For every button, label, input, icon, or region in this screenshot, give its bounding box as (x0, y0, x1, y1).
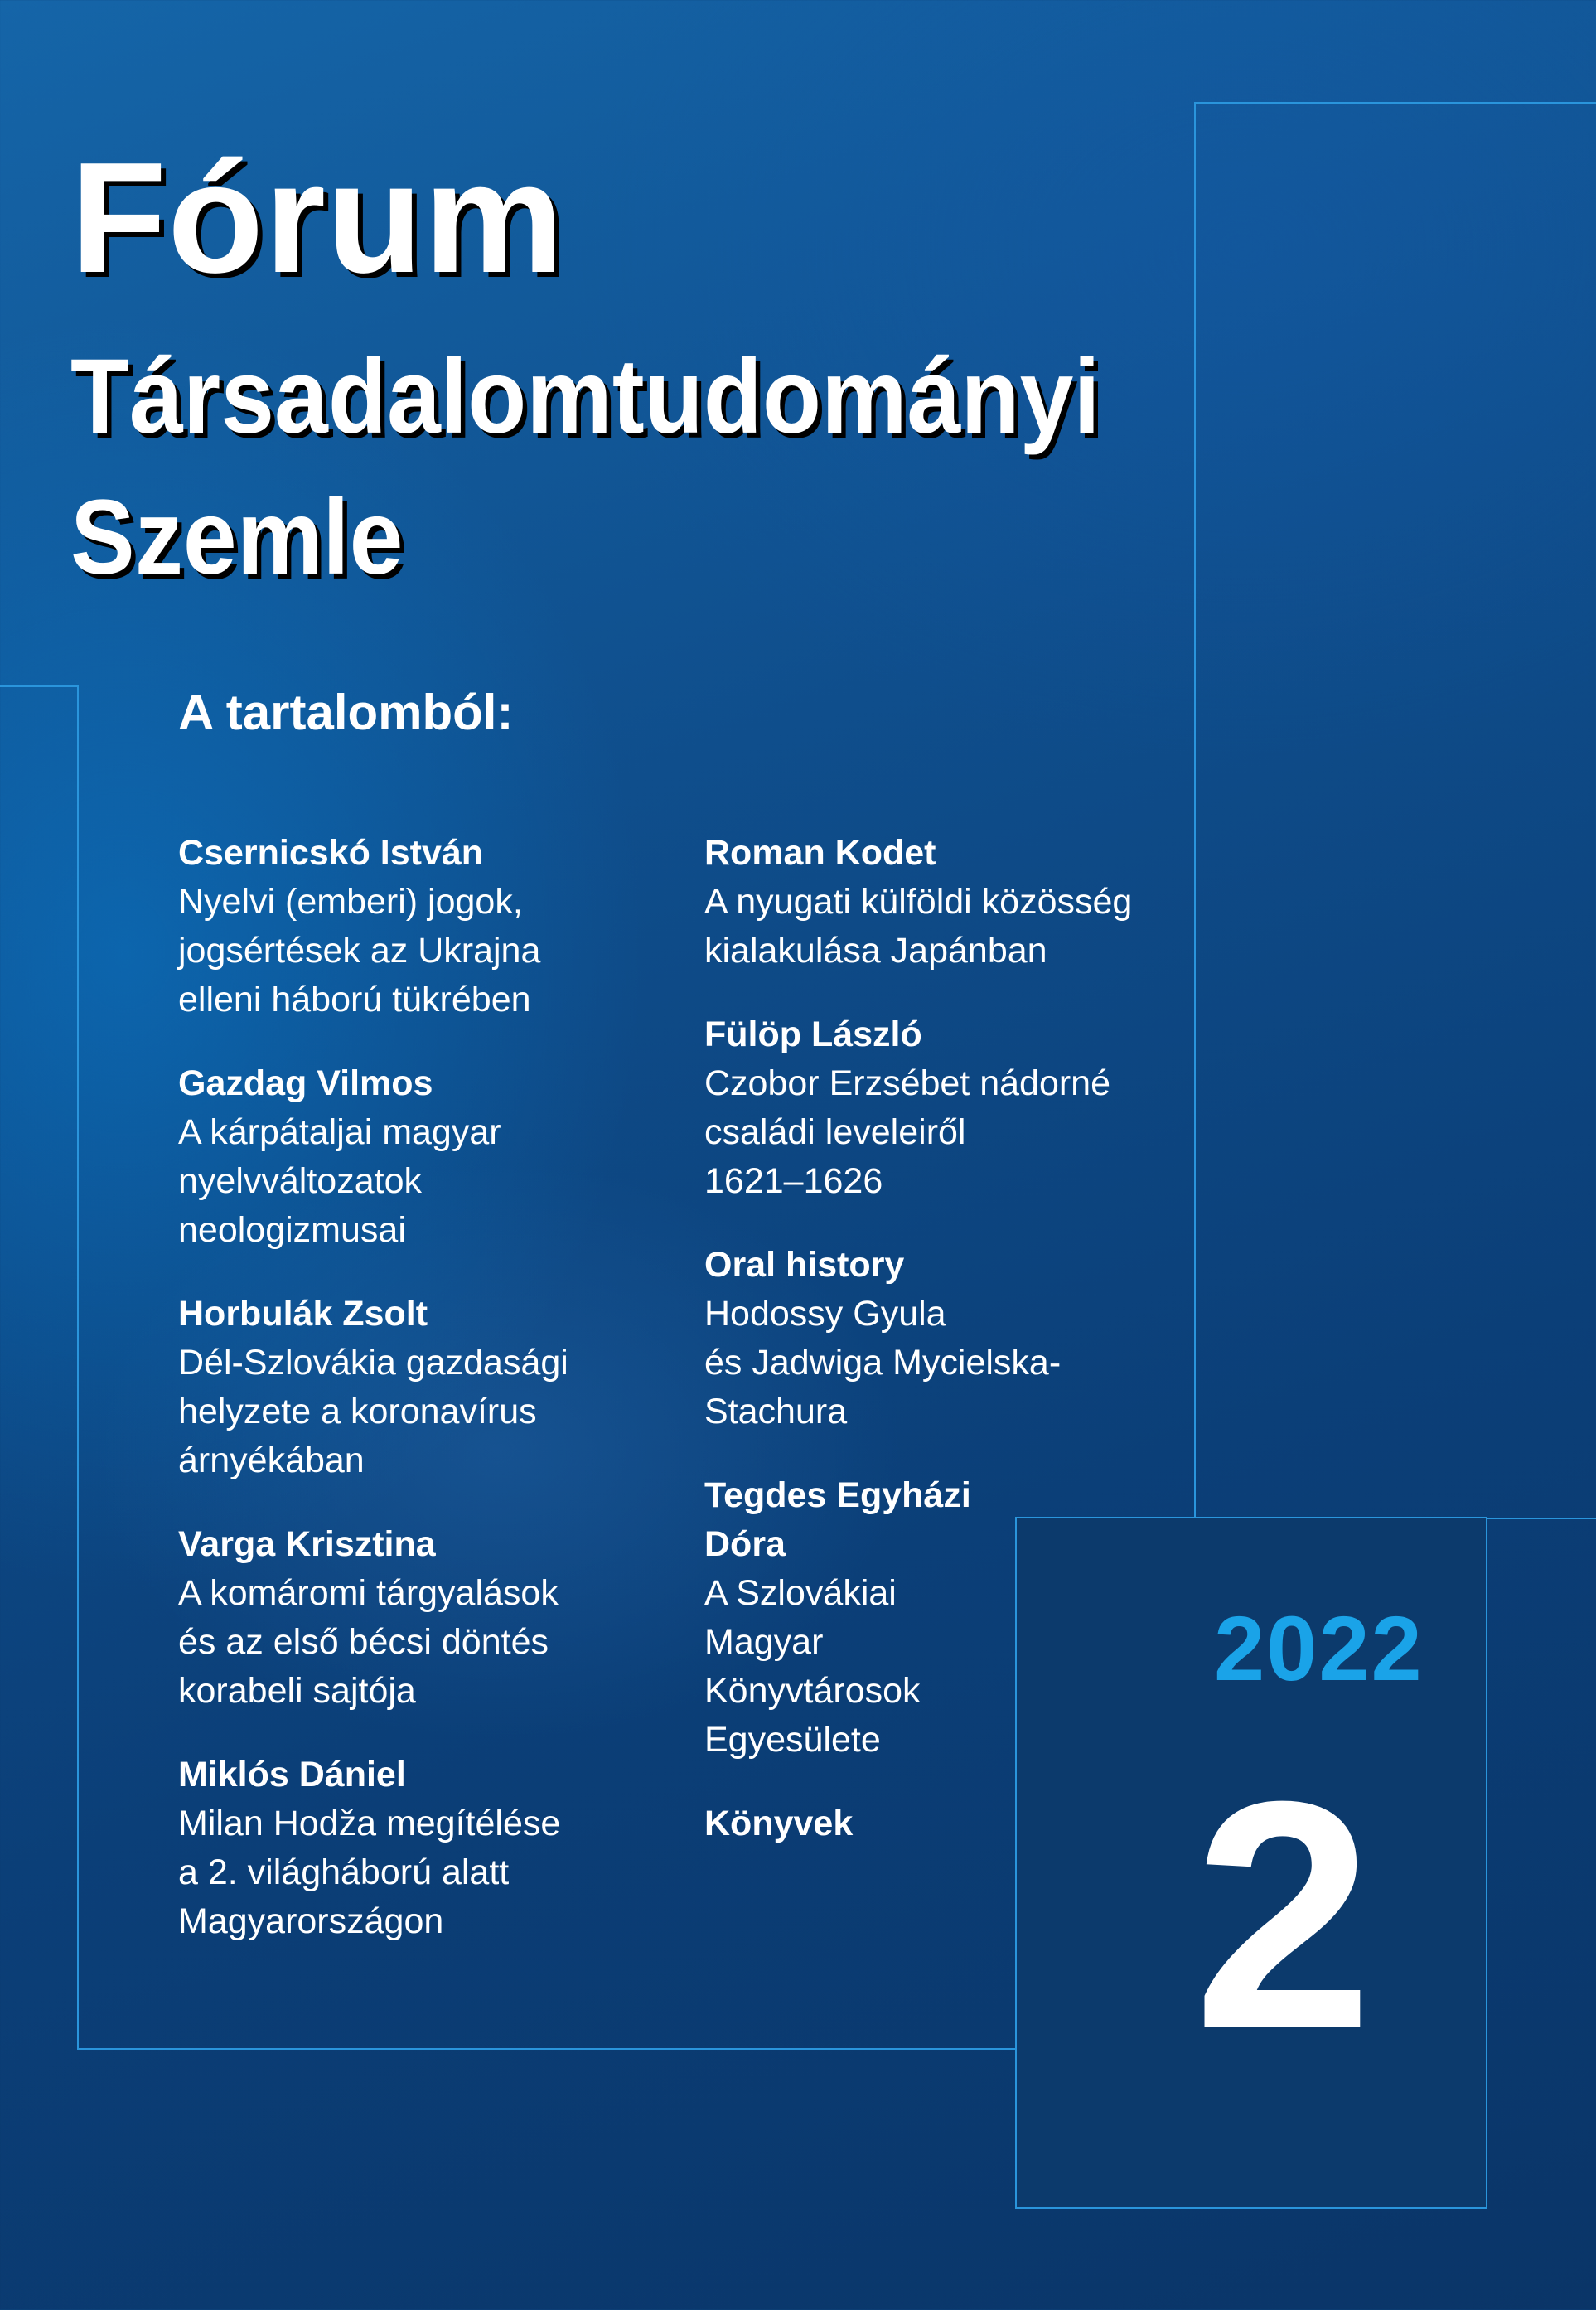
frame-bottom-line (77, 2048, 1017, 2050)
journal-title: Fórum (70, 130, 565, 306)
entry-title: Nyelvi (emberi) jogok, jogsértések az Ukrajna elleni háború tükrében (178, 882, 541, 1019)
contents-entry (704, 1799, 1168, 1848)
entry-title: A kárpátaljai magyar nyelvváltozatok neologizmusai (178, 1112, 501, 1250)
entry-author: Varga Krisztina (178, 1524, 436, 1564)
entry-title: Hodossy Gyula és Jadwiga Mycielska- Stachura (704, 1294, 1062, 1431)
entry-title: Dél-Szlovákia gazdasági helyzete a koronavírus árnyékában (178, 1343, 568, 1480)
issue-number: 2 (1193, 1734, 1373, 2095)
entry-title: A nyugati külföldi közösség kialakulása Japánban (704, 882, 1133, 971)
contents-entry (178, 829, 675, 1024)
contents-entry (704, 829, 1168, 976)
entry-title: Milan Hodža megítélése a 2. világháború alatt Magyarországon (178, 1804, 561, 1941)
contents-entry (178, 1290, 675, 1485)
entry-author: Roman Kodet (704, 833, 936, 873)
contents-entry (178, 1520, 675, 1716)
journal-subtitle-line2: Szemle (70, 478, 404, 597)
frame-left (0, 685, 79, 2050)
entry-author: Horbulák Zsolt (178, 1294, 428, 1334)
contents-entry (704, 1010, 1168, 1206)
entry-author: Miklós Dániel (178, 1755, 406, 1794)
issue-year: 2022 (1214, 1598, 1424, 1700)
contents-entry (704, 1241, 1168, 1436)
entry-author: Gazdag Vilmos (178, 1063, 433, 1103)
entry-author: Csernicskó István (178, 833, 484, 873)
entry-author: Könyvek (704, 1804, 854, 1843)
frame-top-right (1194, 102, 1596, 1519)
entry-title: A komáromi tárgyalások és az első bécsi döntés korabeli sajtója (178, 1573, 559, 1711)
entry-author: Tegdes Egyházi Dóra (704, 1475, 971, 1564)
entry-title: A Szlovákiai Magyar Könyvtárosok Egyesülete (704, 1573, 921, 1760)
contents-entry (178, 1059, 675, 1255)
entry-author: Oral history (704, 1245, 905, 1285)
entry-author: Fülöp László (704, 1015, 922, 1054)
journal-subtitle-line1: Társadalomtudományi (70, 337, 1100, 456)
contents-right-column (704, 829, 1168, 1883)
contents-entry (178, 1751, 675, 1946)
contents-heading: A tartalomból: (178, 685, 514, 740)
contents-entry (704, 1471, 1168, 1765)
contents-left-column (178, 829, 675, 1981)
entry-title: Czobor Erzsébet nádorné családi leveleiről 1621–1626 (704, 1063, 1111, 1201)
